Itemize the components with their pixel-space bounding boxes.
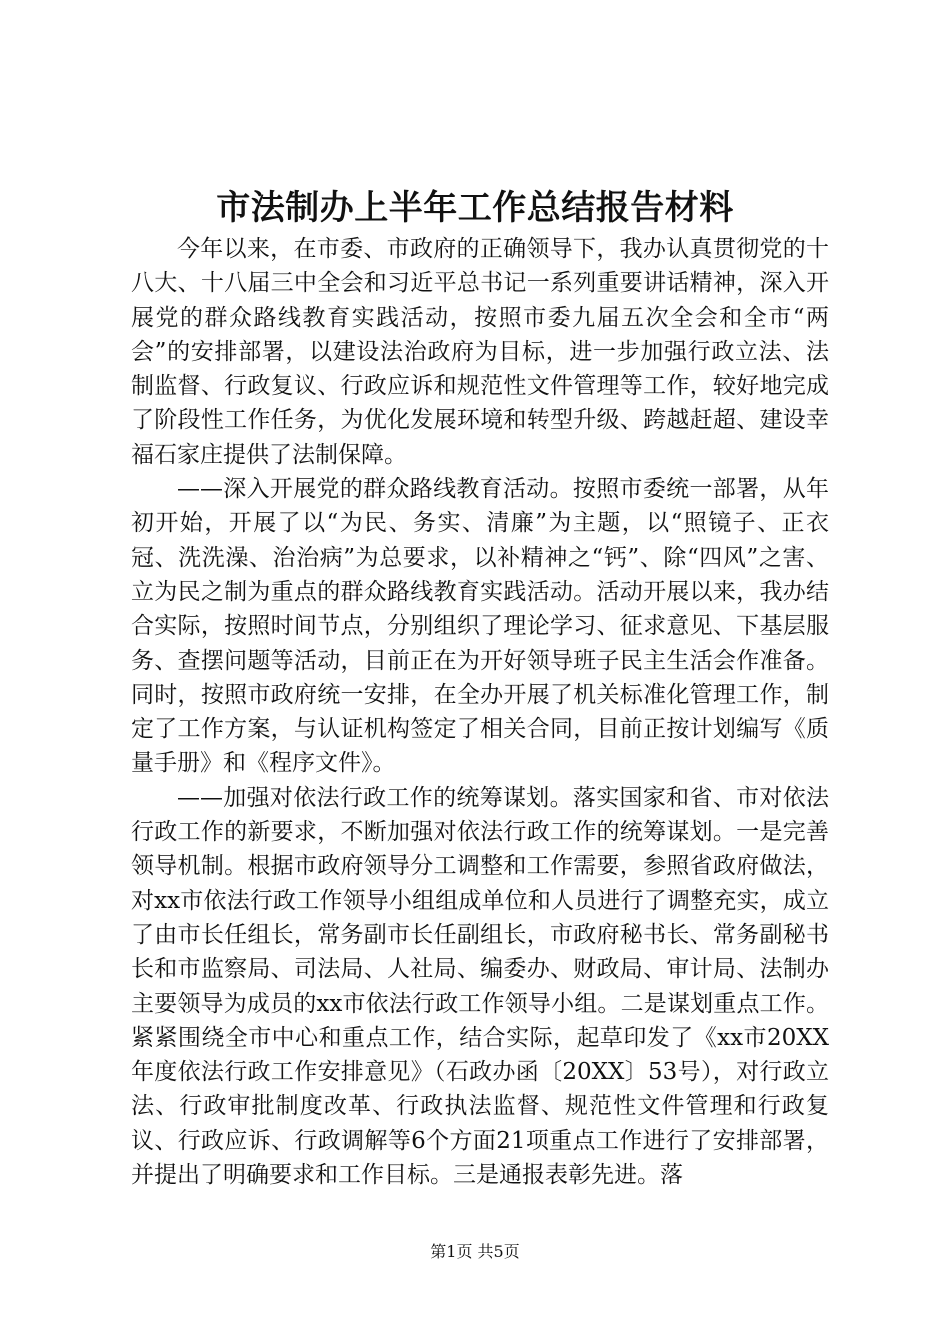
paragraph-mass-line: ——深入开展党的群众路线教育活动。按照市委统一部署，从年初开始，开展了以“为民、务实、清廉”为主题，以“照镜子、正衣冠、洗洗澡、治治病”为总要求，以补精神之“钙”、除“四风”之害、立为民之制为重点的群众路线教育实践活动。活动开展以来，我办结合实际，按照时间节点，分别组织了理论学习、征求意见、下基层服务、查摆问题等活动，目前正在为开好领导班子民主生活会作准备。同时，按照市政府统一安排，在全办开展了机关标准化管理工作，制定了工作方案，与认证机构签定了相关合同，目前正按计划编写《质量手册》和《程序文件》。	[131, 476, 829, 777]
paragraph-intro: 今年以来，在市委、市政府的正确领导下，我办认真贯彻党的十八大、十八届三中全会和习近平总书记一系列重要讲话精神，深入开展党的群众路线教育实践活动，按照市委九届五次全会和全市“两会”的安排部署，以建设法治政府为目标，进一步加强行政立法、法制监督、行政复议、行政应诉和规范性文件管理等工作，较好地完成了阶段性工作任务，为优化发展环境和转型升级、跨越赶超、建设幸福石家庄提供了法制保障。	[131, 236, 829, 468]
document-title: 市法制办上半年工作总结报告材料	[216, 188, 734, 228]
document-body	[131, 232, 829, 1192]
paragraph-planning: ——加强对依法行政工作的统筹谋划。落实国家和省、市对依法行政工作的新要求，不断加强对依法行政工作的统筹谋划。一是完善领导机制。根据市政府领导分工调整和工作需要，参照省政府做法，对xx市依法行政工作领导小组组成单位和人员进行了调整充实，成立了由市长任组长，常务副市长任副组长，市政府秘书长、常务副秘书长和市监察局、司法局、人社局、编委办、财政局、审计局、法制办主要领导为成员的xx市依法行政工作领导小组。二是谋划重点工作。紧紧围绕全市中心和重点工作，结合实际，起草印发了《xx市20XX年度依法行政工作安排意见》（石政办函〔20XX〕53号），对行政立法、行政审批制度改革、行政执法监督、规范性文件管理和行政复议、行政应诉、行政调解等6个方面21项重点工作进行了安排部署，并提出了明确要求和工作目标。三是通报表彰先进。落	[131, 784, 829, 1189]
page-footer: 第1页 共5页	[430, 1242, 520, 1261]
